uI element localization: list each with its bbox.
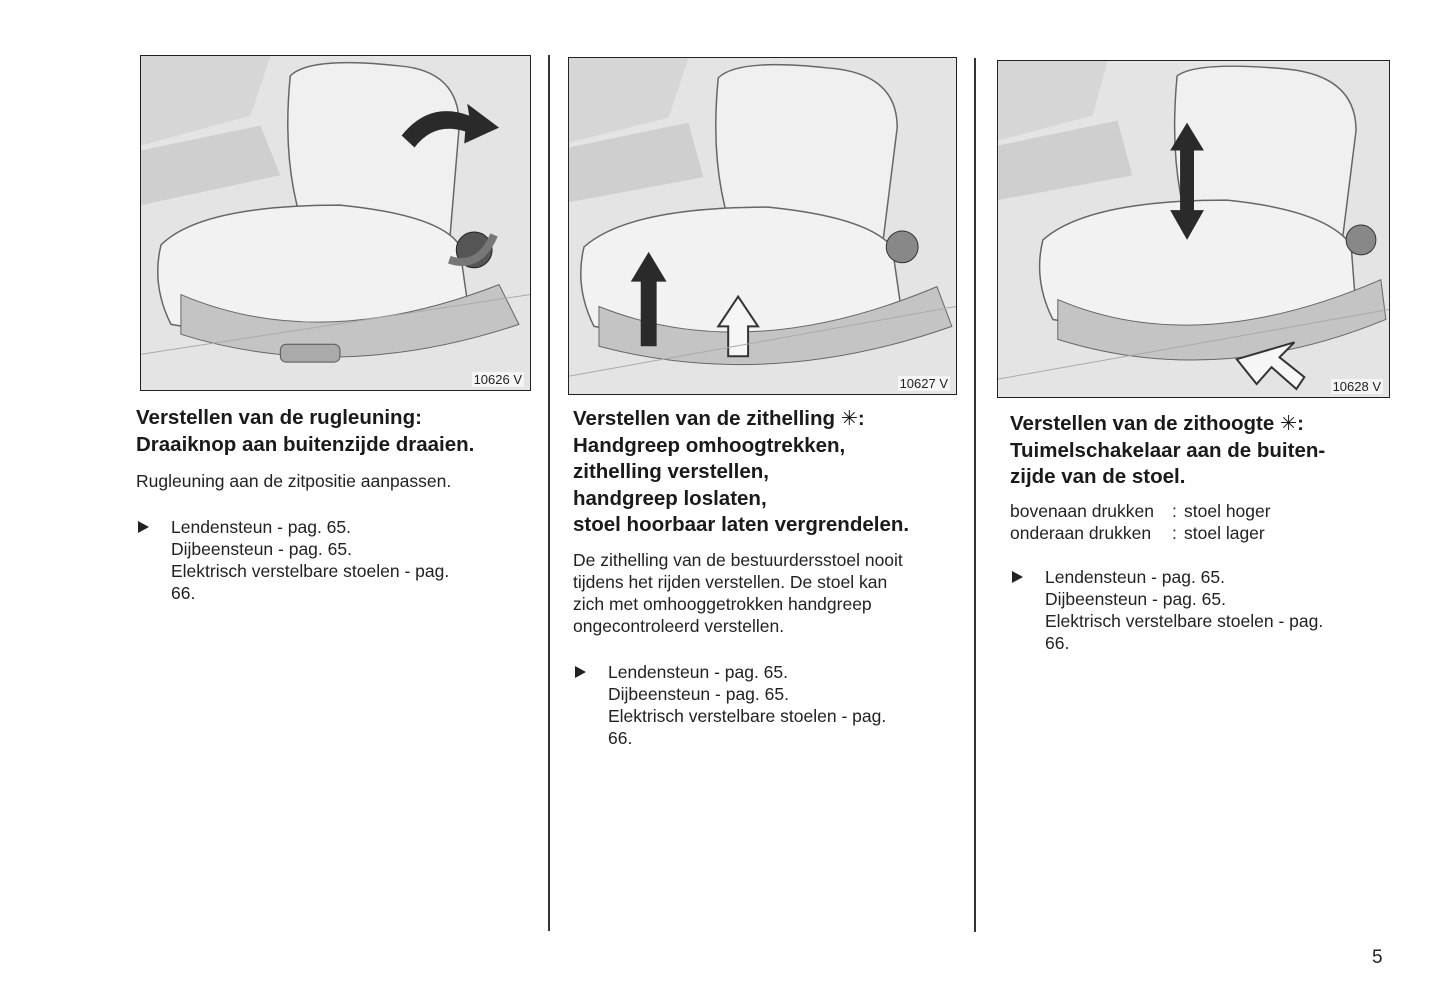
seat-figure-height: [997, 60, 1390, 398]
triangle-arrow-icon: [575, 666, 586, 678]
reference-link: 66.: [171, 583, 196, 603]
reference-link[interactable]: Elektrisch verstelbare stoelen - pag.: [608, 705, 887, 726]
seat-illustration: [141, 56, 530, 390]
column-divider: [548, 55, 550, 931]
section-body: Rugleuning aan de zitpositie aanpassen.: [136, 471, 452, 491]
column-height: [1010, 411, 1405, 654]
seat-illustration: [998, 61, 1389, 397]
setting-separator: :: [1172, 522, 1177, 543]
setting-action: bovenaan drukken: [1010, 500, 1154, 521]
setting-result: stoel lager: [1184, 522, 1265, 543]
triangle-arrow-icon: [138, 521, 149, 533]
reference-list: [1010, 566, 1405, 654]
reference-link[interactable]: Elektrisch verstelbare stoelen - pag.: [171, 561, 450, 581]
section-body: De zithelling van de bestuurdersstoel nooit tijdens het rijden verstellen. De stoel kan zich met omhooggetrokken handgreep ongecontroleerd verstellen.: [573, 549, 903, 636]
seat-figure-backrest: [140, 55, 531, 391]
reference-link[interactable]: Dijbeensteun - pag. 65.: [608, 683, 789, 704]
setting-action: onderaan drukken: [1010, 522, 1152, 543]
reference-link: 66.: [608, 727, 633, 748]
reference-link[interactable]: Dijbeensteun - pag. 65.: [171, 539, 352, 559]
column-tilt: [573, 406, 968, 749]
figure-code: 10628 V: [1332, 379, 1381, 394]
figure-code: 10627 V: [899, 376, 948, 391]
reference-link[interactable]: Lendensteun - pag. 65.: [608, 661, 789, 682]
seat-figure-tilt: [568, 57, 957, 395]
switch-settings: [1010, 500, 1405, 544]
section-heading: Verstellen van de rugleuning: Draaiknop aan buitenzijde draaien.: [136, 406, 475, 456]
reference-list: [573, 661, 968, 749]
section-heading: Verstellen van de zithelling ✳: Handgreep omhoogtrekken, zithelling verstellen, handgreep loslaten, stoel hoorbaar laten vergrendelen.: [573, 407, 910, 536]
reference-link[interactable]: Elektrisch verstelbare stoelen - pag.: [1045, 610, 1324, 631]
section-heading: Verstellen van de zithoogte ✳: Tuimelschakelaar aan de buiten- zijde van de stoel.: [1010, 412, 1326, 488]
figure-code: 10626 V: [473, 372, 522, 387]
column-backrest: [136, 405, 536, 604]
reference-link[interactable]: Lendensteun - pag. 65.: [171, 517, 352, 537]
reference-list: [136, 516, 536, 604]
reference-link[interactable]: Lendensteun - pag. 65.: [1045, 566, 1226, 587]
reference-link[interactable]: Dijbeensteun - pag. 65.: [1045, 588, 1226, 609]
page-number: 5: [1372, 947, 1383, 968]
seat-illustration: [569, 58, 956, 394]
triangle-arrow-icon: [1012, 571, 1023, 583]
setting-result: stoel hoger: [1184, 500, 1271, 521]
setting-separator: :: [1172, 500, 1177, 521]
column-divider: [974, 58, 976, 932]
reference-link: 66.: [1045, 632, 1070, 653]
